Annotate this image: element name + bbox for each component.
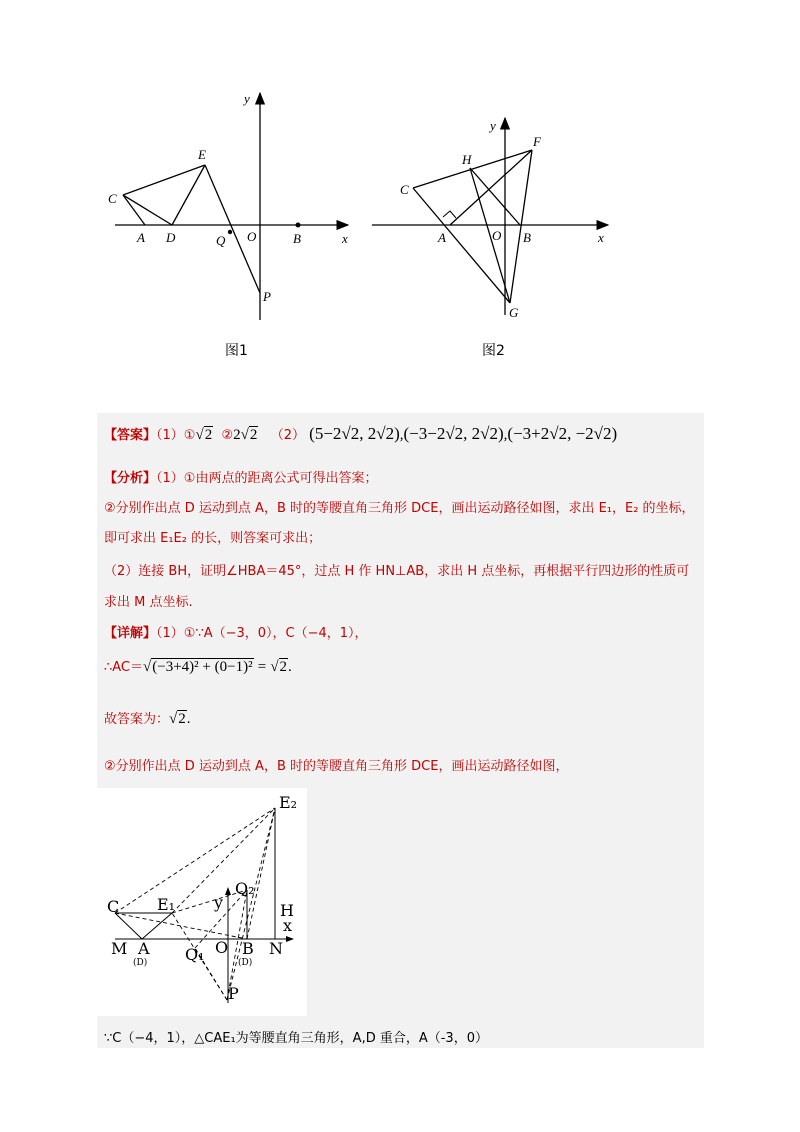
figure-1-caption: 图1 [225,343,248,359]
label-D2: (D) [238,958,253,968]
label-P: P [228,984,239,1003]
label-y: y [490,118,496,133]
label-F: F [533,134,541,149]
detail-line-3: ②分别作出点 D 运动到点 A，B 时的等腰直角三角形 DCE，画出运动路径如图， [104,759,569,774]
answer-rad1: 2 [204,427,213,443]
answer-tag: 【答案】 [104,428,157,443]
label-O: O [215,938,229,957]
label-E2: E₂ [279,793,298,812]
label-B: B [242,939,254,958]
answer-rad2: 2 [249,427,258,443]
detail-answer-line: 故答案为：√2. [104,711,191,727]
figure-2-caption: 图2 [482,343,505,359]
label-Q2: Q₂ [235,879,255,898]
detail-line-1 [104,625,368,643]
label-D: D [166,230,176,245]
label-O: O [247,229,257,244]
detail-tag: 【详解】 [104,626,157,641]
label-M: M [111,939,128,958]
answer-part2-prefix: （2） [270,428,306,443]
analysis-tag: 【分析】 [104,471,157,486]
detail-ac-formula: (−3+4)² + (0−1)² [152,659,253,675]
analysis-line-1 [104,470,377,488]
label-H: H [280,901,294,920]
detail-line-4: ∵C（−4，1），△CAE₁为等腰直角三角形，A,D 重合，A（-3，0） [104,1031,488,1046]
figure-2 [370,110,620,330]
label-A: A [138,939,150,958]
analysis-text-1: （1）①由两点的距离公式可得出答案； [156,471,378,486]
answer-coord-3: (−3+2√2, −2√2) [507,424,618,443]
detail-text-1: （1）①∵A（−3，0），C（−4，1）， [156,626,368,641]
answer-part1-second: ② [221,428,234,443]
label-O: O [492,228,502,243]
label-E: E [198,147,206,162]
label-H: H [462,152,472,167]
analysis-line-2: ②分别作出点 D 运动到点 A，B 时的等腰直角三角形 DCE，画出运动路径如图，求出 E₁，E₂ 的坐标， [104,501,695,516]
answer-part1-prefix: （1）① [156,428,196,443]
label-E1: E₁ [157,895,176,914]
label-x: x [598,230,604,245]
analysis-line-4: （2）连接 BH，证明∠HBA＝45°，过点 H 作 HN⊥AB，求出 H 点坐标，再根据平行四边形的性质可 [104,564,690,579]
label-C: C [108,191,117,206]
analysis-line-3: 即可求出 E₁E₂ 的长，则答案可求出； [104,531,322,546]
label-G: G [509,305,519,320]
detail-ac-eq: = [257,659,267,675]
label-B: B [293,231,301,246]
detail-ac-label: ∴AC＝ [104,660,144,675]
label-N: N [269,939,283,958]
detail-answer-value: 2 [178,711,186,727]
label-Q: Q [216,233,226,248]
answer-line: 【答案】（1）①√2 ②2√2 （2） (5−2√2, 2√2),(−3−2√2, 2√2),(−3+2√2, −2√2) [104,424,618,443]
answer-coord-1: (5−2√2, 2√2) [309,424,400,443]
label-x: x [283,916,293,935]
figure-3 [97,788,307,1016]
detail-ac-result: 2 [279,659,288,675]
label-x: x [342,231,348,246]
analysis-line-5: 求出 M 点坐标. [104,595,193,610]
label-y: y [244,91,250,106]
label-B: B [523,230,531,245]
label-A: A [137,230,145,245]
label-y: y [214,893,224,912]
answer-coord-2: (−3−2√2, 2√2) [403,424,504,443]
detail-answer-label: 故答案为： [104,712,170,727]
label-D1: (D) [133,958,148,968]
label-A: A [438,230,446,245]
label-P: P [263,289,271,304]
detail-ac-line: ∴AC＝√(−3+4)² + (0−1)² = √2. [104,659,292,675]
label-C: C [400,182,409,197]
label-Q1: Q₁ [185,945,205,964]
answer-coef2: 2 [233,427,241,443]
figure-1 [110,85,370,335]
label-C: C [107,897,120,916]
